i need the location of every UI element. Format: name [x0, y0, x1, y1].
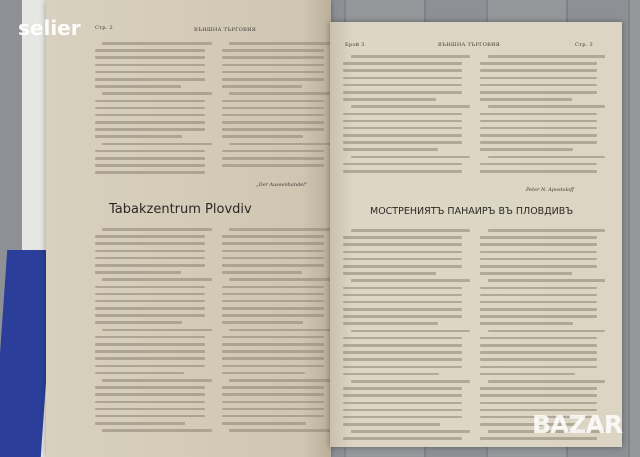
text-line [343, 402, 462, 405]
text-line [95, 293, 205, 296]
running-title: ВЪНШНА ТЪРГОВИЯ [194, 27, 257, 33]
text-line [222, 257, 324, 260]
text-line [480, 301, 597, 304]
text-line [95, 365, 205, 368]
text-line [222, 78, 324, 81]
text-line [480, 163, 597, 166]
text-line [229, 329, 331, 332]
text-line [343, 91, 462, 94]
text-line [343, 236, 462, 239]
text-line [95, 121, 205, 124]
text-line [95, 157, 205, 160]
text-line [222, 314, 324, 317]
text-line [343, 322, 438, 325]
text-line [102, 42, 212, 45]
text-line [343, 62, 462, 65]
text-line [95, 171, 205, 174]
text-line [102, 143, 212, 146]
text-line [343, 308, 462, 311]
text-line [95, 336, 205, 339]
text-line [351, 105, 470, 108]
text-line [222, 64, 324, 67]
text-line [95, 271, 181, 274]
signature: „Der Aussenhandel" [256, 182, 308, 188]
text-line [343, 294, 462, 297]
text-line [95, 78, 205, 81]
text-line [343, 366, 462, 369]
text-line [95, 242, 205, 245]
text-line [95, 250, 205, 253]
text-line [95, 235, 205, 238]
text-line [343, 98, 436, 101]
text-line [222, 242, 324, 245]
text-line [222, 71, 324, 74]
text-line [480, 322, 573, 325]
watermark-logo: selier [18, 16, 81, 40]
text-line [480, 77, 597, 80]
text-line [222, 336, 324, 339]
text-column [343, 229, 471, 445]
text-line [343, 69, 462, 72]
text-line [102, 92, 212, 95]
text-line [480, 98, 572, 101]
text-line [222, 150, 324, 153]
text-line [229, 42, 331, 45]
text-line [95, 71, 205, 74]
text-line [480, 337, 597, 340]
text-line [488, 105, 605, 108]
text-line [95, 357, 205, 360]
text-column [343, 55, 471, 177]
text-line [343, 287, 462, 290]
text-line [95, 107, 205, 110]
text-line [343, 163, 462, 166]
text-line [95, 408, 205, 411]
text-line [222, 128, 324, 131]
text-line [351, 330, 470, 333]
text-line [480, 134, 597, 137]
signature: Peter N. Apostoloff [526, 187, 574, 193]
text-line [480, 127, 597, 130]
text-line [222, 422, 306, 425]
text-line [343, 258, 462, 261]
text-line [102, 329, 212, 332]
text-column [95, 42, 213, 179]
text-line [480, 394, 597, 397]
text-line [480, 69, 597, 72]
text-line [95, 386, 205, 389]
text-line [480, 272, 572, 275]
text-line [222, 264, 324, 267]
text-line [222, 286, 324, 289]
text-line [222, 271, 302, 274]
left-page [46, 0, 331, 457]
text-line [488, 55, 605, 58]
text-line [480, 387, 597, 390]
text-line [222, 343, 324, 346]
text-line [95, 85, 181, 88]
text-line [102, 429, 212, 432]
text-line [343, 351, 462, 354]
page-number: Стр. 3 [575, 42, 593, 48]
text-line [95, 343, 205, 346]
text-line [95, 286, 205, 289]
text-line [95, 128, 205, 131]
text-line [222, 56, 324, 59]
text-line [480, 287, 597, 290]
text-line [351, 430, 470, 433]
text-line [480, 251, 597, 254]
bazar-watermark-logo: BAZAR [532, 410, 623, 439]
text-line [343, 120, 462, 123]
text-line [95, 307, 205, 310]
text-line [343, 127, 462, 130]
text-line [95, 56, 205, 59]
text-line [95, 64, 205, 67]
text-line [351, 55, 470, 58]
text-line [222, 114, 324, 117]
text-line [343, 315, 462, 318]
text-line [343, 141, 462, 144]
text-line [480, 84, 597, 87]
text-line [222, 49, 324, 52]
text-line [343, 113, 462, 116]
text-line [343, 437, 462, 440]
issue-number: Брой 3 [345, 42, 365, 48]
text-line [343, 134, 462, 137]
page-number: Стр. 2 [95, 25, 113, 31]
text-line [343, 84, 462, 87]
text-line [95, 415, 205, 418]
text-line [343, 301, 462, 304]
text-line [343, 358, 462, 361]
text-line [351, 380, 470, 383]
text-line [488, 229, 605, 232]
text-line [351, 156, 470, 159]
text-line [343, 373, 439, 376]
text-line [229, 429, 331, 432]
text-line [480, 402, 597, 405]
headline: Tabakzentrum Plovdiv [109, 202, 252, 217]
text-line [222, 307, 324, 310]
running-title: ВЪНШНА ТЪРГОВИЯ [438, 42, 501, 48]
text-line [102, 278, 212, 281]
text-line [222, 164, 324, 167]
text-line [95, 135, 182, 138]
text-line [222, 350, 324, 353]
text-line [222, 393, 324, 396]
text-line [343, 416, 462, 419]
text-line [222, 300, 324, 303]
text-line [95, 321, 182, 324]
text-line [480, 170, 597, 173]
text-line [222, 401, 324, 404]
text-line [102, 379, 212, 382]
text-line [222, 293, 324, 296]
text-line [222, 85, 302, 88]
text-line [480, 315, 597, 318]
text-line [480, 358, 597, 361]
text-line [95, 393, 205, 396]
text-line [480, 113, 597, 116]
text-line [222, 250, 324, 253]
headline: МОСТРЕНИЯТЪ ПАНАИРЪ ВЪ ПЛОВДИВЪ [370, 206, 574, 217]
text-line [222, 415, 324, 418]
text-line [222, 107, 324, 110]
text-line [480, 265, 597, 268]
text-line [480, 373, 575, 376]
text-line [222, 372, 305, 375]
text-line [95, 422, 185, 425]
text-column [95, 228, 213, 436]
text-line [480, 344, 597, 347]
text-line [351, 279, 470, 282]
text-line [343, 409, 462, 412]
text-line [229, 278, 331, 281]
text-line [480, 91, 597, 94]
text-line [480, 366, 597, 369]
text-line [95, 114, 205, 117]
text-line [480, 141, 597, 144]
text-line [343, 337, 462, 340]
text-line [229, 92, 331, 95]
text-line [222, 100, 324, 103]
text-line [222, 135, 303, 138]
text-line [229, 379, 331, 382]
text-line [95, 49, 205, 52]
text-line [95, 350, 205, 353]
text-line [343, 251, 462, 254]
text-line [222, 121, 324, 124]
text-line [222, 408, 324, 411]
text-line [488, 279, 605, 282]
text-line [480, 148, 573, 151]
text-line [95, 100, 205, 103]
text-line [95, 300, 205, 303]
text-line [222, 386, 324, 389]
text-line [343, 387, 462, 390]
text-line [480, 258, 597, 261]
text-line [222, 235, 324, 238]
text-column [222, 228, 332, 436]
text-line [229, 228, 331, 231]
text-line [343, 77, 462, 80]
text-line [222, 321, 303, 324]
text-line [343, 272, 436, 275]
text-line [488, 156, 605, 159]
text-line [343, 148, 438, 151]
text-line [343, 394, 462, 397]
text-line [222, 365, 324, 368]
text-line [480, 62, 597, 65]
text-line [95, 257, 205, 260]
text-line [343, 243, 462, 246]
text-line [95, 314, 205, 317]
text-line [488, 380, 605, 383]
text-line [102, 228, 212, 231]
text-line [480, 243, 597, 246]
text-line [95, 150, 205, 153]
text-line [222, 357, 324, 360]
text-line [95, 264, 205, 267]
text-line [343, 265, 462, 268]
text-line [343, 344, 462, 347]
text-column [222, 42, 332, 171]
text-line [95, 164, 205, 167]
right-page [330, 22, 622, 447]
text-column [480, 55, 606, 177]
text-line [343, 423, 440, 426]
text-line [351, 229, 470, 232]
text-line [222, 157, 324, 160]
text-line [488, 330, 605, 333]
text-line [95, 401, 205, 404]
text-line [480, 308, 597, 311]
text-line [343, 170, 462, 173]
text-line [480, 236, 597, 239]
text-line [95, 372, 184, 375]
text-line [480, 351, 597, 354]
text-line [480, 120, 597, 123]
text-line [480, 294, 597, 297]
text-line [229, 143, 331, 146]
